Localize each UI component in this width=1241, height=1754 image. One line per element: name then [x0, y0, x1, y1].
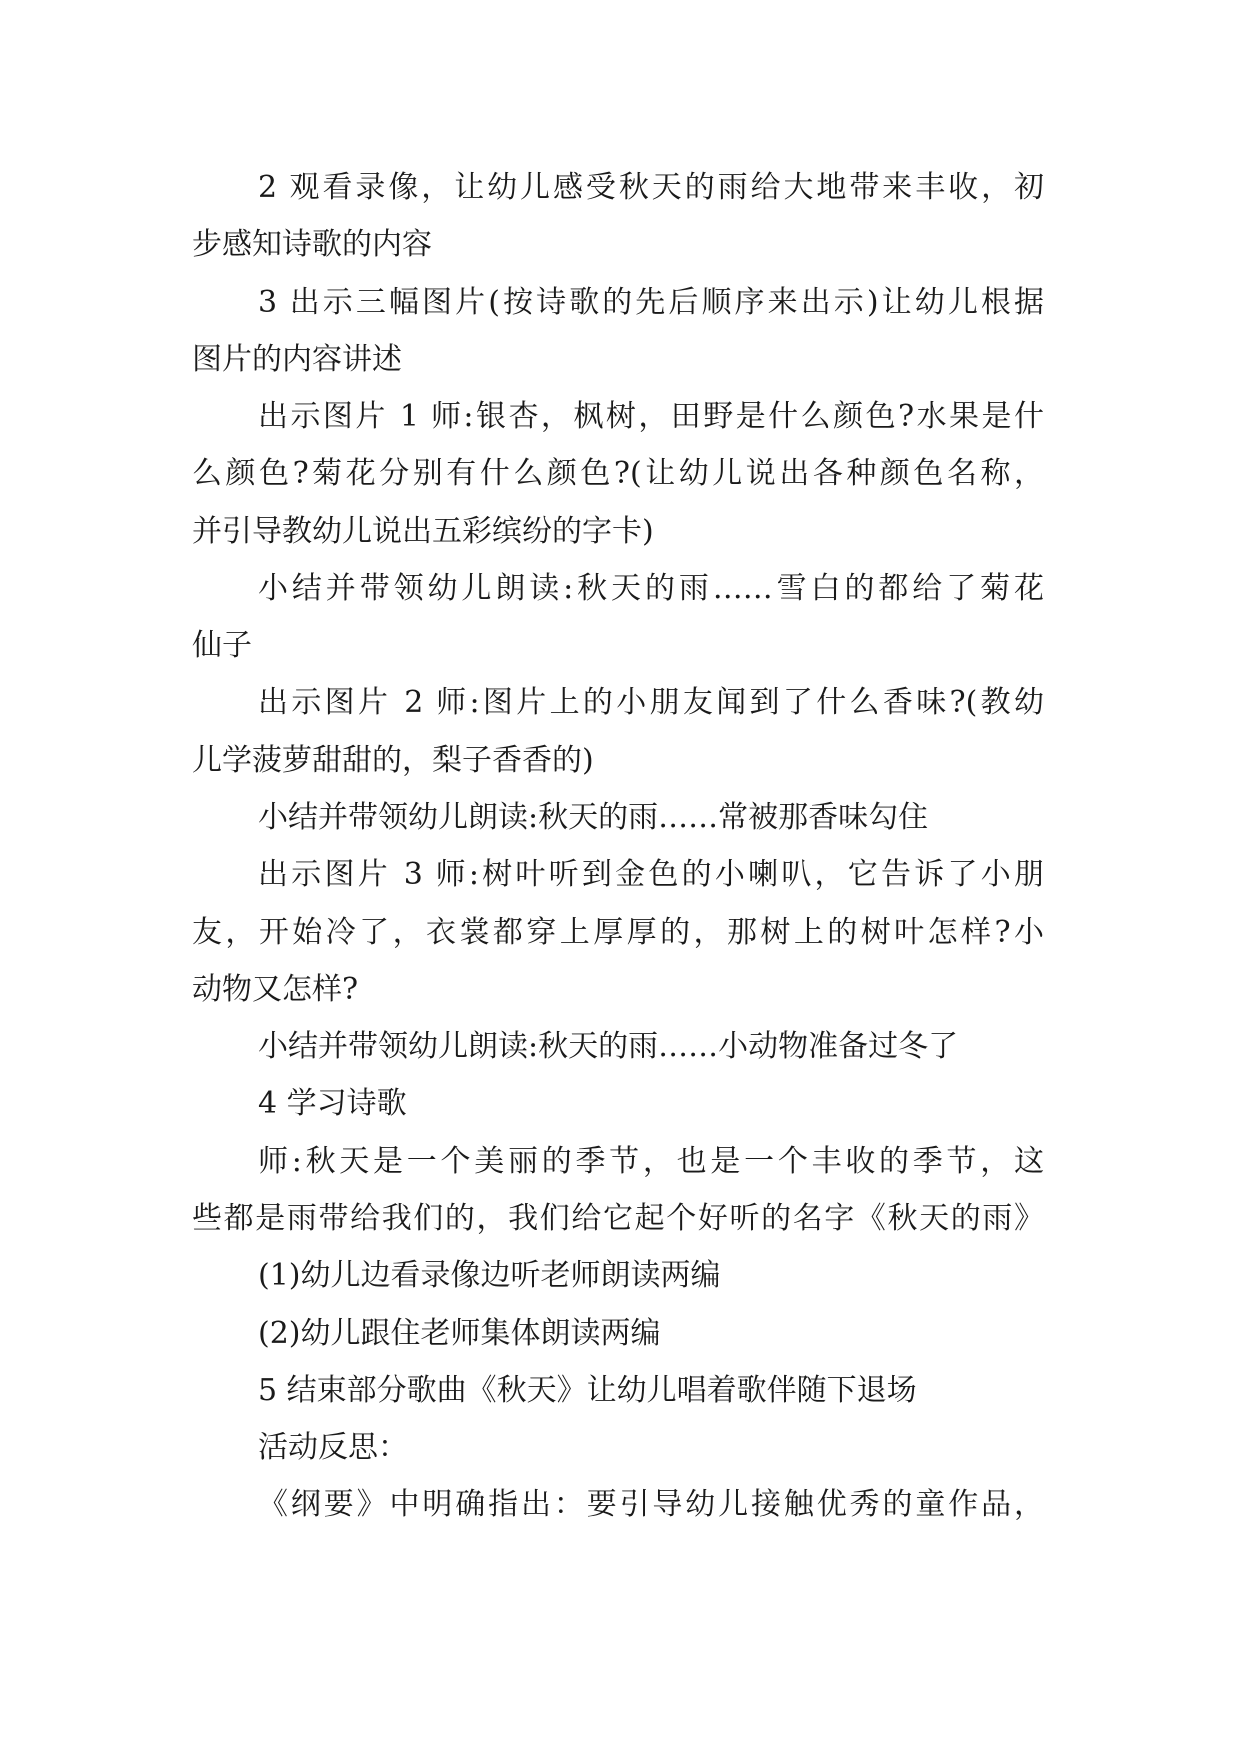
paragraph-line: 小结并带领幼儿朗读:秋天的雨……常被那香味勾住: [258, 800, 929, 835]
paragraph-line: 3 出示三幅图片(按诗歌的先后顺序来出示)让幼儿根据: [258, 285, 1044, 320]
paragraph-line: 并引导教幼儿说出五彩缤纷的字卡): [192, 514, 654, 549]
paragraph-line: 么颜色?菊花分别有什么颜色?(让幼儿说出各种颜色名称，: [192, 456, 1044, 491]
paragraph-line: 5 结束部分歌曲《秋天》让幼儿唱着歌伴随下退场: [258, 1373, 917, 1408]
paragraph-line: 步感知诗歌的内容: [192, 227, 432, 262]
paragraph-line: 出示图片 3 师:树叶听到金色的小喇叭，它告诉了小朋: [258, 857, 1044, 892]
paragraph-line: 儿学菠萝甜甜的，梨子香香的): [192, 743, 594, 778]
paragraph-line: 小结并带领幼儿朗读:秋天的雨……雪白的都给了菊花: [258, 571, 1044, 606]
paragraph-line: 仙子: [192, 628, 252, 663]
paragraph-line: 4 学习诗歌: [258, 1086, 407, 1121]
paragraph-line: (2)幼儿跟住老师集体朗读两编: [258, 1316, 661, 1351]
paragraph-line: 活动反思：: [258, 1430, 408, 1465]
paragraph-line: 些都是雨带给我们的，我们给它起个好听的名字《秋天的雨》: [192, 1201, 1044, 1236]
paragraph-line: (1)幼儿边看录像边听老师朗读两编: [258, 1258, 721, 1293]
paragraph-line: 图片的内容讲述: [192, 342, 402, 377]
paragraph-line: 师:秋天是一个美丽的季节，也是一个丰收的季节，这: [258, 1144, 1044, 1179]
paragraph-line: 出示图片 1 师:银杏，枫树，田野是什么颜色?水果是什: [258, 399, 1044, 434]
paragraph-line: 小结并带领幼儿朗读:秋天的雨……小动物准备过冬了: [258, 1029, 959, 1064]
paragraph-line: 2 观看录像，让幼儿感受秋天的雨给大地带来丰收，初: [258, 170, 1044, 205]
paragraph-line: 友，开始冷了，衣裳都穿上厚厚的，那树上的树叶怎样?小: [192, 915, 1044, 950]
paragraph-line: 《纲要》中明确指出：要引导幼儿接触优秀的童作品，: [258, 1487, 1044, 1522]
paragraph-line: 出示图片 2 师:图片上的小朋友闻到了什么香味?(教幼: [258, 685, 1044, 720]
paragraph-line: 动物又怎样?: [192, 972, 359, 1007]
